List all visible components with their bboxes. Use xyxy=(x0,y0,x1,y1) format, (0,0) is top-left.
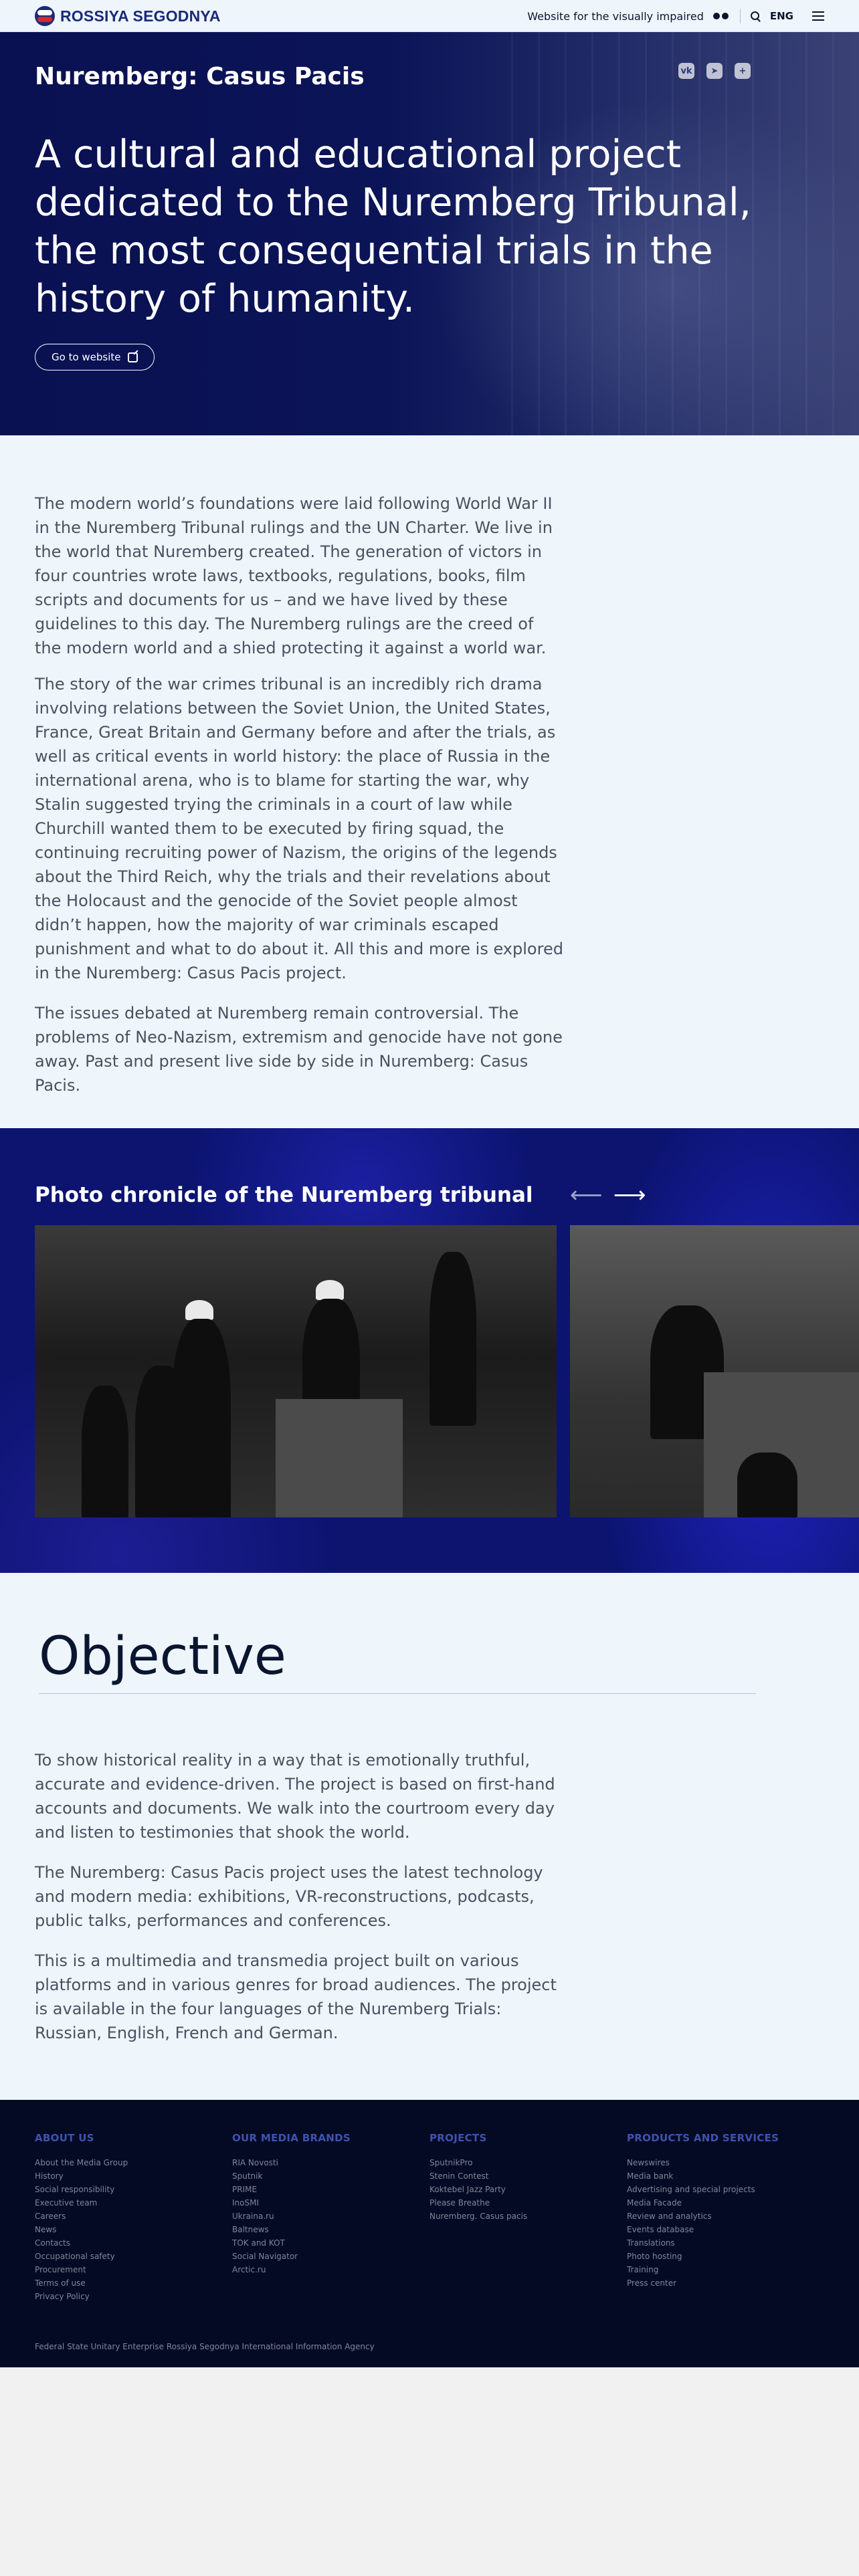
divider xyxy=(39,1693,756,1694)
footer-link[interactable]: Stenin Contest xyxy=(430,2171,489,2181)
objective-section xyxy=(0,1573,859,2100)
footer-link[interactable]: Procurement xyxy=(35,2265,86,2274)
footer-link[interactable]: TOK and KOT xyxy=(232,2238,285,2248)
site-header xyxy=(0,0,859,32)
intro-paragraph: The story of the war crimes tribunal is an incredibly rich drama involving relations between the Soviet Union, the United States, France, Great Britain and Germany before and after the trials, as well as critical events in world history: the place of Russia in the international arena, who is to blame for starting the war, why Stalin suggested trying the criminals in a court of law while Churchill wanted them to be executed by firing squad, the continuing recruiting power of Nazism, the origins of the legends about the Third Reich, why the trials and their revelations about the Holocaust and the genocide of the Soviet people almost didn’t happen, how the majority of war criminals escaped punishment and what to do about it. All this and more is explored in the Nuremberg: Casus Pacis project. xyxy=(35,675,563,982)
telegram-icon[interactable]: ➤ xyxy=(706,63,723,79)
footer-heading: ABOUT US xyxy=(35,2132,94,2144)
footer-column-brands xyxy=(232,2132,351,2276)
footer-heading: PROJECTS xyxy=(430,2132,487,2144)
footer-link[interactable]: Ukraina.ru xyxy=(232,2212,274,2221)
footer-legal: Federal State Unitary Enterprise Rossiya Segodnya International Information Agency xyxy=(35,2342,375,2351)
footer-link[interactable]: Contacts xyxy=(35,2238,70,2248)
objective-paragraph: This is a multimedia and transmedia project built on various platforms and in various genres for broad audiences. The project is available in the four languages of the Nuremberg Trials: Russian, English, French and German. xyxy=(35,1951,557,2042)
plus-icon[interactable]: + xyxy=(735,63,751,79)
footer-heading: OUR MEDIA BRANDS xyxy=(232,2132,351,2144)
intro-section xyxy=(0,435,859,1128)
footer-link[interactable]: Media Facade xyxy=(627,2198,682,2208)
footer-link[interactable]: Press center xyxy=(627,2278,677,2288)
footer-column-products xyxy=(627,2132,779,2290)
intro-paragraph: The issues debated at Nuremberg remain controversial. The problems of Neo-Nazism, extremism and genocide have not gone away. Past and present live side by side in Nuremberg: Casus Pacis. xyxy=(35,1004,563,1095)
go-to-website-button[interactable] xyxy=(35,344,155,370)
arrow-right-icon[interactable]: ⟶ xyxy=(613,1182,646,1208)
gallery-photo[interactable] xyxy=(35,1225,557,1517)
footer-link[interactable]: Koktebel Jazz Party xyxy=(430,2185,506,2194)
footer-link[interactable]: SputnikPro xyxy=(430,2158,473,2167)
gallery-arrows xyxy=(570,1183,646,1207)
footer-link[interactable]: Baltnews xyxy=(232,2225,269,2234)
footer-link[interactable]: Social responsibility xyxy=(35,2185,115,2194)
site-footer xyxy=(0,2100,859,2367)
header-actions xyxy=(527,0,824,32)
intro-paragraph: The modern world’s foundations were laid following World War II in the Nuremberg Tribunal rulings and the UN Charter. We live in the world that Nuremberg created. The generation of victors in four countries wrote laws, textbooks, regulations, books, film scripts and documents for us – and we have lived by these guidelines to this day. The Nuremberg rulings are the creed of the modern world and a shied protecting it against a world war. xyxy=(35,494,553,657)
footer-link[interactable]: InoSMI xyxy=(232,2198,259,2208)
objective-title: Objective xyxy=(39,1626,286,1687)
gallery-photo[interactable] xyxy=(570,1225,859,1517)
language-switch[interactable]: ENG xyxy=(769,10,793,22)
footer-column-about xyxy=(35,2132,128,2303)
footer-column-projects xyxy=(430,2132,527,2223)
footer-link[interactable]: Terms of use xyxy=(35,2278,86,2288)
footer-link[interactable]: Arctic.ru xyxy=(232,2265,266,2274)
photo-gallery xyxy=(0,1128,859,1573)
gallery-title: Photo chronicle of the Nuremberg tribunal xyxy=(35,1183,533,1207)
footer-link[interactable]: History xyxy=(35,2171,64,2181)
footer-link[interactable]: Translations xyxy=(627,2238,675,2248)
footer-link[interactable]: Executive team xyxy=(35,2198,98,2208)
footer-heading: PRODUCTS AND SERVICES xyxy=(627,2132,779,2144)
footer-link[interactable]: Privacy Policy xyxy=(35,2292,90,2301)
objective-paragraph: The Nuremberg: Casus Pacis project uses the latest technology and modern media: exhibitions, VR-reconstructions, podcasts, public talks, performances and conferences. xyxy=(35,1863,543,1930)
footer-link[interactable]: Careers xyxy=(35,2212,66,2221)
footer-link[interactable]: Occupational safety xyxy=(35,2252,115,2261)
logo-text: ROSSIYA SEGODNYA xyxy=(60,7,221,25)
footer-link[interactable]: Advertising and special projects xyxy=(627,2185,755,2194)
footer-link[interactable]: News xyxy=(35,2225,57,2234)
footer-link[interactable]: Training xyxy=(627,2265,659,2274)
arrow-left-icon[interactable]: ⟵ xyxy=(570,1182,603,1208)
footer-link[interactable]: Social Navigator xyxy=(232,2252,298,2261)
footer-link[interactable]: Newswires xyxy=(627,2158,670,2167)
footer-link[interactable]: About the Media Group xyxy=(35,2158,128,2167)
footer-link[interactable]: Events database xyxy=(627,2225,694,2234)
footer-link[interactable]: Please Breathe xyxy=(430,2198,490,2208)
vk-icon[interactable]: vk xyxy=(678,63,694,79)
objective-paragraph: To show historical reality in a way that is emotionally truthful, accurate and evidence-driven. The project is based on first-hand accounts and documents. We walk into the courtroom every day and listen to testimonies that shook the world. xyxy=(35,1751,555,1842)
glasses-icon[interactable] xyxy=(713,11,731,21)
page-title: Nuremberg: Casus Pacis xyxy=(35,63,365,90)
footer-link[interactable]: Photo hosting xyxy=(627,2252,682,2261)
footer-link[interactable]: PRIME xyxy=(232,2185,258,2194)
hero-lead: A cultural and educational project dedicated to the Nuremberg Tribunal, the most consequential trials in the history of humanity. xyxy=(35,132,751,321)
footer-link[interactable]: Media bank xyxy=(627,2171,674,2181)
footer-link[interactable]: Nuremberg. Casus pacis xyxy=(430,2212,528,2221)
hero-section xyxy=(0,32,859,435)
menu-icon[interactable] xyxy=(812,11,824,21)
header-divider xyxy=(740,9,741,23)
footer-link[interactable]: Sputnik xyxy=(232,2171,263,2181)
footer-link[interactable]: Review and analytics xyxy=(627,2212,712,2221)
footer-link[interactable]: RIA Novosti xyxy=(232,2158,278,2167)
search-icon[interactable] xyxy=(750,11,761,21)
site-logo[interactable] xyxy=(35,6,221,26)
logo-mark-icon xyxy=(35,6,55,26)
go-to-website-label: Go to website xyxy=(52,351,121,363)
visually-impaired-link[interactable]: Website for the visually impaired xyxy=(527,9,704,23)
share-buttons xyxy=(678,63,751,79)
external-link-icon xyxy=(128,352,138,362)
